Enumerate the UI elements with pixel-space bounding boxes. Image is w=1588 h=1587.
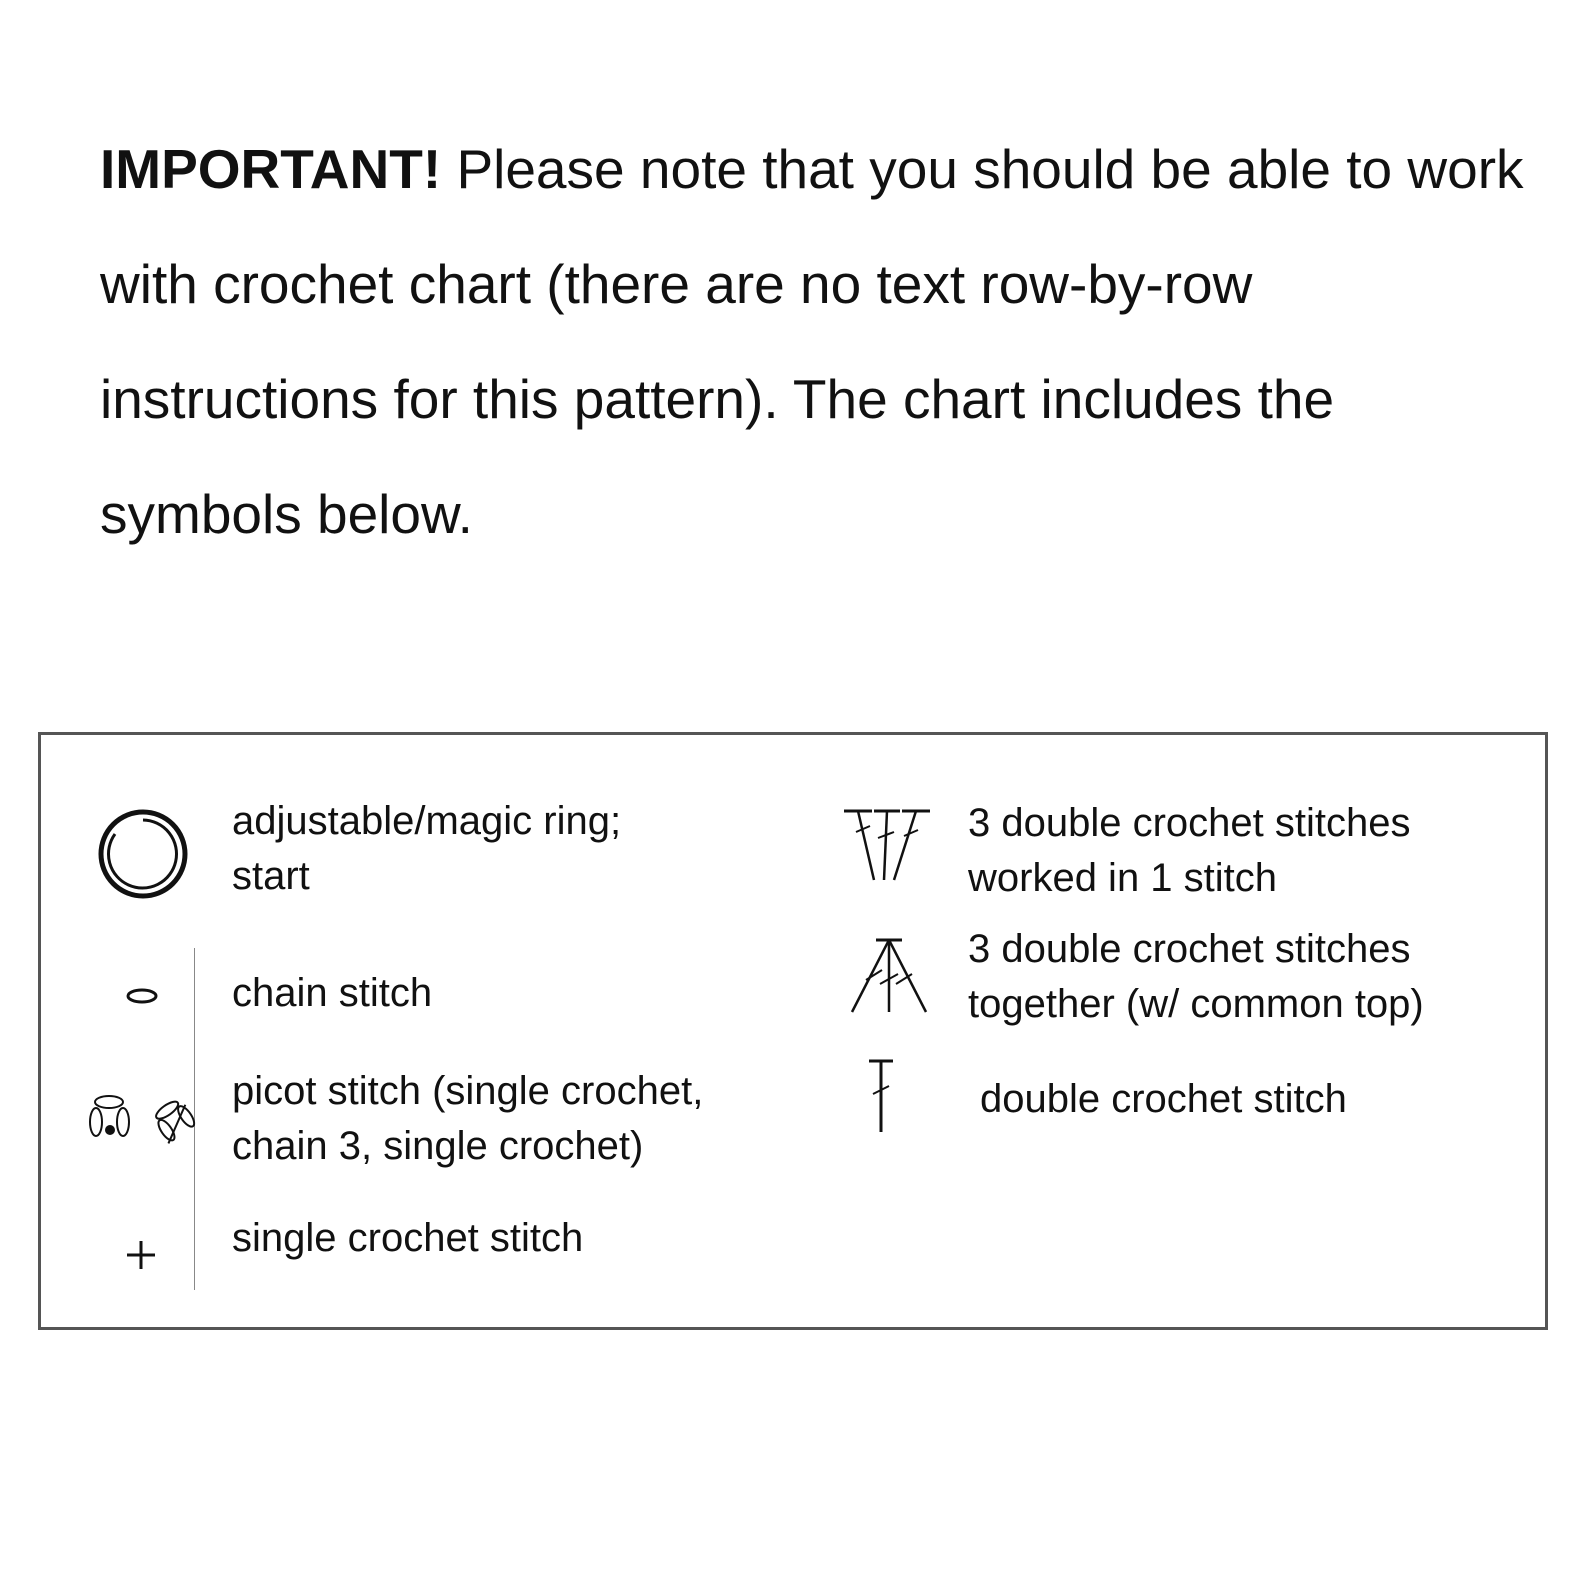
legend-label-picot: picot stitch (single crochet, chain 3, single crochet) — [232, 1069, 704, 1168]
double-crochet-icon — [866, 1058, 896, 1134]
intro-paragraph — [100, 112, 1540, 572]
intro-important: IMPORTANT! — [100, 138, 442, 200]
legend-label-dc-increase: 3 double crochet stitches worked in 1 stitch — [968, 801, 1411, 900]
dc-increase-icon — [842, 808, 932, 884]
legend-label-chain: chain stitch — [232, 971, 433, 1015]
legend-label-double-crochet: double crochet stitch — [980, 1077, 1347, 1121]
single-crochet-icon — [124, 1238, 158, 1272]
magic-ring-icon — [95, 804, 195, 904]
intro-text: Please note that you should be able to work with crochet chart (there are no text row-by-row instructions for this pattern). The chart includes the symbols below. — [100, 138, 1524, 545]
chain-stitch-icon — [124, 986, 160, 1006]
picot-stitch-icon — [86, 1092, 198, 1148]
legend-label-single-crochet: single crochet stitch — [232, 1216, 584, 1260]
dc-cluster-icon — [846, 936, 930, 1016]
legend-label-dc-cluster: 3 double crochet stitches together (w/ common top) — [968, 927, 1424, 1026]
legend-label-magic-ring: adjustable/magic ring; start — [232, 799, 622, 898]
